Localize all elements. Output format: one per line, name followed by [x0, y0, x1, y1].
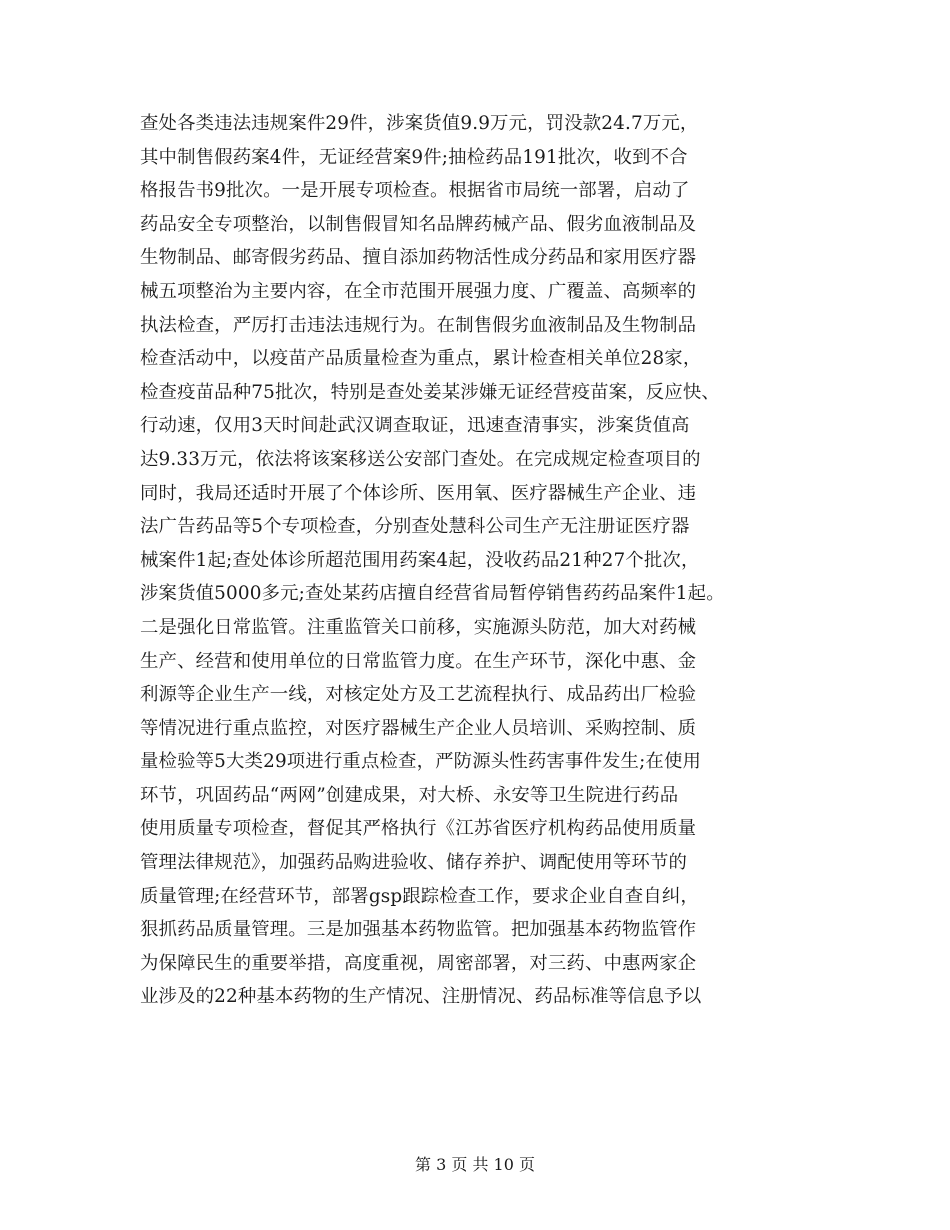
- text-line: 狠抓药品质量管理。三是加强基本药物监管。把加强基本药物监管作: [140, 919, 697, 941]
- text-line: 执法检查，严厉打击违法违规行为。在制售假劣血液制品及生物制品: [140, 314, 697, 336]
- text-line: 药品安全专项整治，以制售假冒知名品牌药械产品、假劣血液制品及: [140, 213, 697, 235]
- text-line: 业涉及的22种基本药物的生产情况、注册情况、药品标准等信息予以: [140, 986, 702, 1008]
- text-line: 二是强化日常监管。注重监管关口前移，实施源头防范，加大对药械: [140, 616, 697, 638]
- text-line: 涉案货值5000多元;查处某药店擅自经营省局暂停销售药药品案件1起。: [140, 583, 725, 605]
- text-line: 管理法律规范》，加强药品购进验收、储存养护、调配使用等环节的: [140, 852, 688, 874]
- text-line: 利源等企业生产一线，对核定处方及工艺流程执行、成品药出厂检验: [140, 684, 697, 706]
- text-line: 械五项整治为主要内容，在全市范围开展强力度、广覆盖、高频率的: [140, 280, 697, 302]
- text-line: 格报告书9批次。一是开展专项检查。根据省市局统一部署，启动了: [140, 180, 690, 202]
- text-line: 检查疫苗品种75批次，特别是查处姜某涉嫌无证经营疫苗案，反应快、: [140, 381, 720, 403]
- text-line: 生物制品、邮寄假劣药品、擅自添加药物活性成分药品和家用医疗器: [140, 247, 697, 269]
- text-line: 质量管理;在经营环节，部署gsp跟踪检查工作，要求企业自查自纠，: [140, 885, 699, 907]
- text-line: 其中制售假药案4件，无证经营案9件;抽检药品191批次，收到不合: [140, 146, 688, 168]
- text-line: 生产、经营和使用单位的日常监管力度。在生产环节，深化中惠、金: [140, 650, 697, 672]
- page-footer: 第 3 页 共 10 页: [415, 1155, 535, 1174]
- text-line: 等情况进行重点监控，对医疗器械生产企业人员培训、采购控制、质: [140, 717, 697, 739]
- body-text: [140, 107, 840, 1014]
- text-line: 法广告药品等5个专项检查，分别查处慧科公司生产无注册证医疗器: [140, 516, 690, 538]
- text-line: 为保障民生的重要举措，高度重视，周密部署，对三药、中惠两家企: [140, 952, 697, 974]
- text-line: 查处各类违法违规案件29件，涉案货值9.9万元，罚没款24.7万元，: [140, 113, 699, 134]
- text-line: 行动速，仅用3天时间赴武汉调查取证，迅速查清事实，涉案货值高: [140, 415, 690, 437]
- text-line: 使用质量专项检查，督促其严格执行《江苏省医疗机构药品使用质量: [140, 818, 697, 840]
- text-line: 械案件1起;查处体诊所超范围用药案4起，没收药品21种27个批次，: [140, 549, 700, 571]
- text-line: 同时，我局还适时开展了个体诊所、医用氧、医疗器械生产企业、违: [140, 482, 697, 504]
- text-line: 检查活动中，以疫苗产品质量检查为重点，累计检查相关单位28家，: [140, 348, 702, 370]
- text-line: 量检验等5大类29项进行重点检查，严防源头性药害事件发生;在使用: [140, 751, 702, 773]
- text-line: 环节，巩固药品“两网”创建成果，对大桥、永安等卫生院进行药品: [140, 784, 679, 806]
- text-line: 达9.33万元，依法将该案移送公安部门查处。在完成规定检查项目的: [140, 448, 701, 470]
